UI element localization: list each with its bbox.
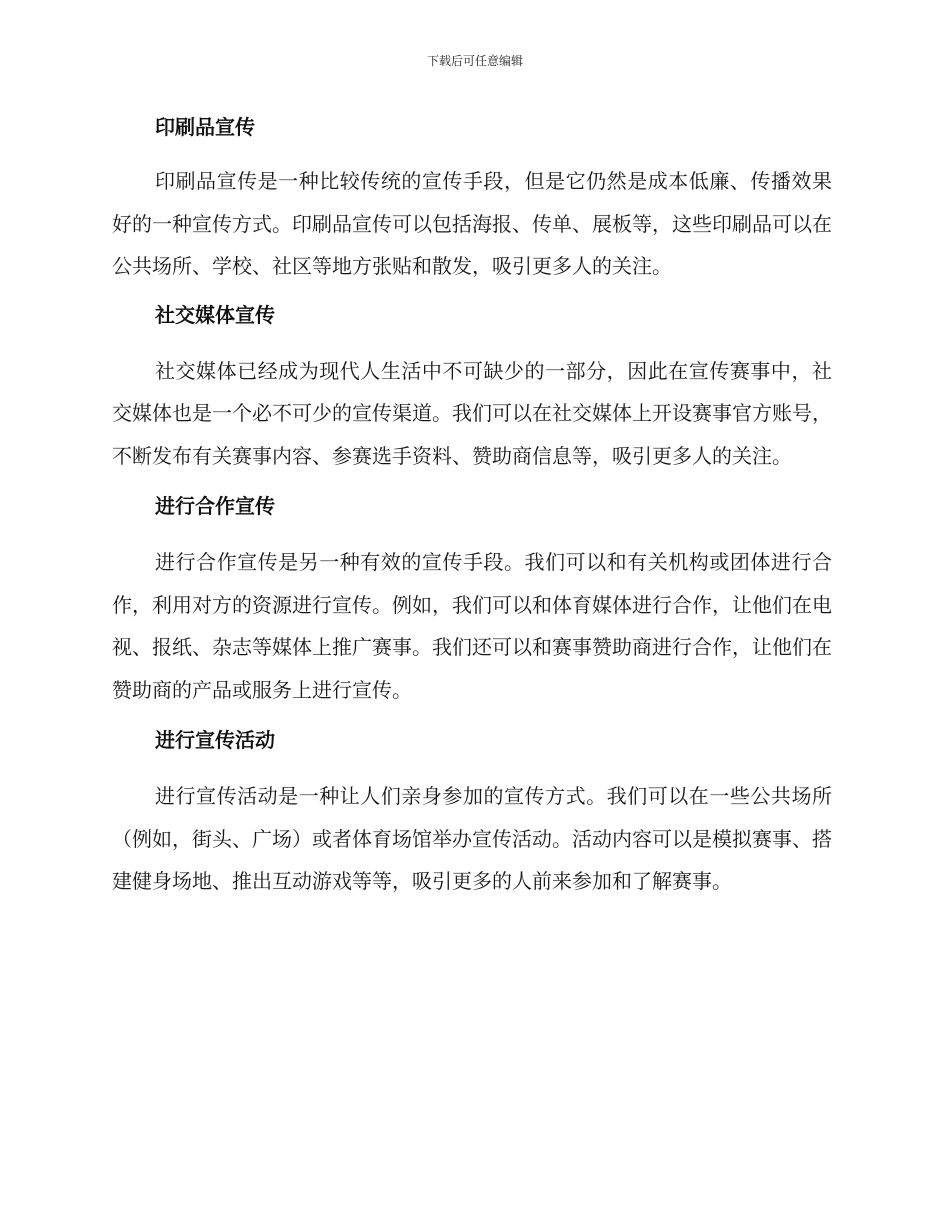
section-heading-events: 进行宣传活动 bbox=[155, 728, 275, 752]
section-paragraph-partnership: 进行合作宣传是另一种有效的宣传手段。我们可以和有关机构或团体进行合作，利用对方的资源进行宣传。例如，我们可以和体育媒体进行合作，让他们在电视、报纸、杂志等媒体上推广赛事。我们还可以和赛事赞助商进行合作，让他们在赞助商的产品或服务上进行宣传。 bbox=[112, 550, 832, 702]
section-heading-social-media: 社交媒体宣传 bbox=[155, 302, 275, 327]
section-heading-partnership: 进行合作宣传 bbox=[155, 494, 275, 518]
page-header: 下载后可任意编辑 bbox=[426, 54, 523, 68]
section-paragraph-social-media: 社交媒体已经成为现代人生活中不可缺少的一部分，因此在宣传赛事中，社交媒体也是一个必不可少的宣传渠道。我们可以在社交媒体上开设赛事官方账号，不断发布有关赛事内容、参赛选手资料、赞助商信息等，吸引更多人的关注。 bbox=[112, 358, 832, 468]
section-paragraph-events: 进行宣传活动是一种让人们亲身参加的宣传方式。我们可以在一些公共场所（例如，街头、广场）或者体育场馆举办宣传活动。活动内容可以是模拟赛事、搭建健身场地、推出互动游戏等等，吸引更多的人前来参加和了解赛事。 bbox=[112, 784, 832, 893]
section-heading-print: 印刷品宣传 bbox=[155, 115, 255, 139]
section-paragraph-print: 印刷品宣传是一种比较传统的宣传手段，但是它仍然是成本低廉、传播效果好的一种宣传方式。印刷品宣传可以包括海报、传单、展板等，这些印刷品可以在公共场所、学校、社区等地方张贴和散发，吸引更多人的关注。 bbox=[112, 169, 832, 278]
document-body bbox=[112, 108, 832, 903]
